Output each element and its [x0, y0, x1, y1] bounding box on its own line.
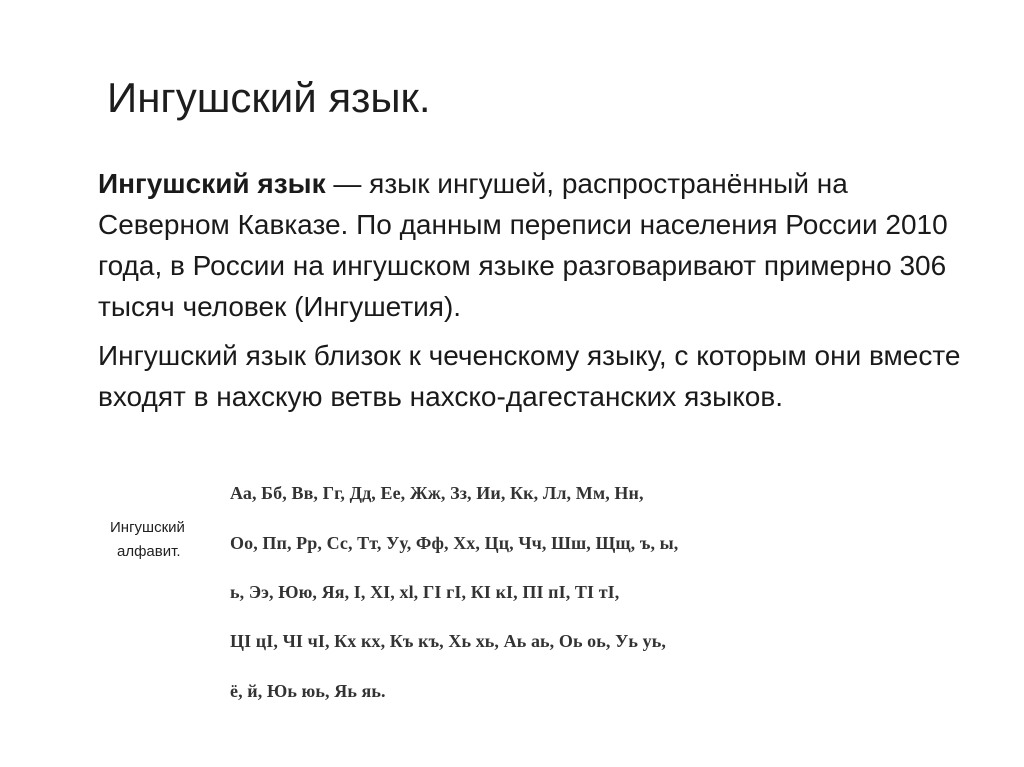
alphabet-row: Оо, Пп, Рр, Сс, Тт, Уу, Фф, Хх, Цц, Чч, Шш, Щщ, ъ, ы, [230, 533, 679, 553]
alphabet-caption [110, 516, 185, 564]
definition-text: — язык ингушей, распространённый на Северном Кавказе. По данным переписи населения России 2010 года, в России на ингушском языке разговаривают примерно 306 тысяч человек (Ингушетия). [98, 168, 948, 322]
defined-term: Ингушский язык [98, 168, 326, 199]
caption-line-2: алфавит. [117, 543, 181, 560]
caption-line-1: Ингушский [110, 519, 185, 536]
paragraph-definition [98, 163, 978, 327]
alphabet-row: ь, Ээ, Юю, Яя, I, XI, xl, ГI гI, КI кI, ПI пI, ТI тI, [230, 582, 620, 602]
alphabet-row: ё, й, Юь юь, Яь яь. [230, 681, 386, 701]
alphabet-row: Аа, Бб, Вв, Гг, Дд, Ее, Жж, Зз, Ии, Кк, Лл, Мм, Нн, [230, 483, 644, 503]
alphabet-row: ЦI цI, ЧI чI, Кх кх, Къ къ, Хь хь, Аь аь, Оь оь, Уь уь, [230, 631, 666, 651]
slide-title: Ингушский язык. [107, 74, 431, 121]
body-text [98, 163, 978, 417]
alphabet-image [213, 471, 823, 721]
paragraph-relation: Ингушский язык близок к чеченскому языку, с которым они вместе входят в нахскую ветвь нахско-дагестанских языков. [98, 340, 961, 412]
